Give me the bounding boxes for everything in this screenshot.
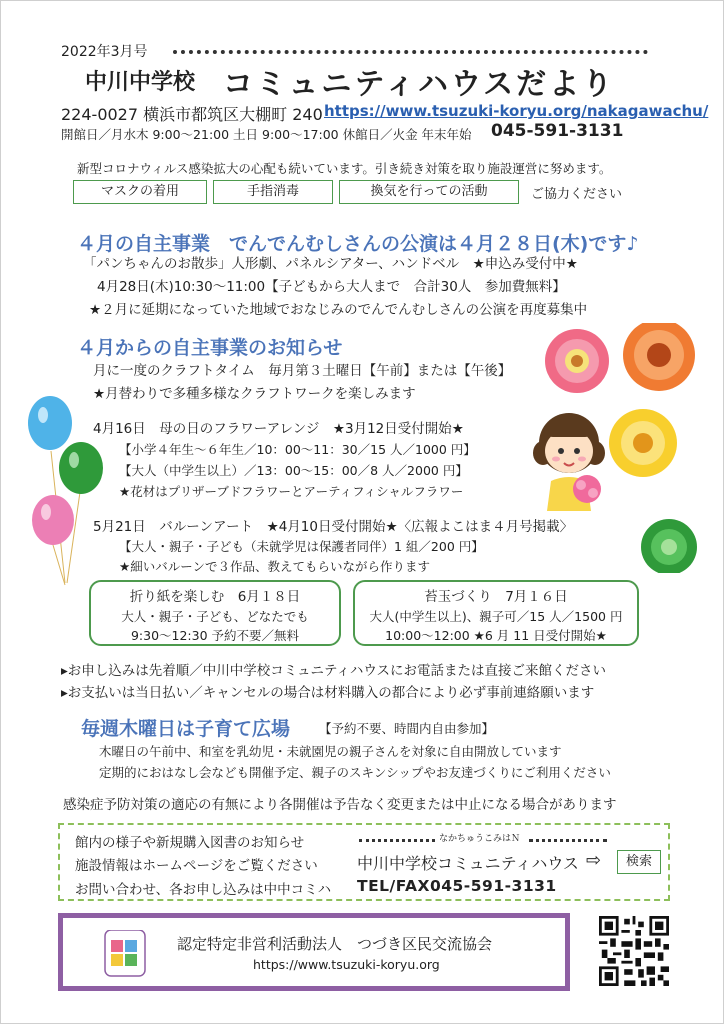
qr-code-icon[interactable] [599,916,669,986]
origami-event-box [89,580,341,646]
arrow-right-icon: ⇨ [586,850,602,871]
application-note: ▸お申し込みは先着順／中川中学校コミュニティハウスにお電話または直接ご来館ください [61,663,607,679]
payment-note: ▸お支払いは当日払い／キャンセルの場合は材料購入の都合により必ず事前連絡願います [61,685,595,701]
kosodate-usage: 定期的におはなし会なども開催予定、親子のスキンシップやお友達づくりにご利用ください [99,765,611,780]
contact-info-line2: 施設情報はホームページをご覧ください [75,858,318,874]
kosodate-heading: 毎週木曜日は子育て広場 [81,718,291,740]
cooperation-note: ご協力ください [531,187,623,202]
school-name: 中川中学校 [85,70,196,95]
measure-ventilation: 換気を行っての活動 [339,180,519,204]
kosodate-reservation-note: 【予約不要、時間内自由参加】 [319,721,495,736]
dotted-divider [529,839,607,842]
april-event-note: ★２月に延期になっていた地域でおなじみのでんでんむしさんの公演を再度募集中 [89,302,588,318]
flower-arrange-kids: 【小学４年生～６年生／10：00～11：30／15 人／1000 円】 [119,442,476,457]
origami-title: 折り紙を楽しむ 6月１８日 [129,589,301,605]
contact-info-line3: お問い合わせ、各お申し込みは中中コミハ [75,882,332,898]
issue-date: 2022年3月号 [61,44,148,60]
flower-arrange-title: 4月16日 母の日のフラワーアレンジ ★3月12日受付開始★ [93,421,464,437]
moss-ball-target: 大人(中学生以上)、親子可／15 人／1500 円 [369,609,623,624]
dotted-divider [359,839,435,842]
april-event-program: 「パンちゃんのお散歩」人形劇、パネルシアター、ハンドベル ★申込み受付中★ [83,256,578,272]
moss-ball-title: 苔玉づくり 7月１６日 [424,589,568,605]
craft-time-note: ★月替わりで多種多様なクラフトワークを楽しみます [93,386,416,402]
website-link[interactable]: https://www.tsuzuki-koryu.org/nakagawachu/ [324,102,709,120]
origami-target: 大人・親子・子ども、どなたでも [121,609,309,624]
kosodate-description: 木曜日の午前中、和室を乳幼児・未就園児の親子さんを対象に自由開放しています [99,744,562,759]
covid-notice: 新型コロナウィルス感染拡大の心配も続いています。引き続き対策を取り施設運営に努めます。 [77,161,612,176]
measure-mask: マスクの着用 [73,180,207,204]
balloon-art-info: 【大人・親子・子ども（未就学児は保護者同伴）1 組／200 円】 [119,539,484,554]
moss-ball-time: 10:00～12:00 ★6 月 11 日受付開始★ [385,628,607,643]
organization-url[interactable]: https://www.tsuzuki-koryu.org [253,957,440,972]
balloon-art-note: ★細いバルーンで３作品、教えてもらいながら作ります [119,559,430,574]
flower-arrange-note: ★花材はプリザーブドフラワーとアーティフィシャルフラワー [119,484,464,499]
balloon-art-title: 5月21日 バルーンアート ★4月10日受付開始★〈広報よこはま４月号掲載〉 [93,519,574,535]
facility-furigana: なかちゅうこみはＮ [439,834,521,844]
flower-arrange-adults: 【大人（中学生以上）／13：00～15：00／8 人／2000 円】 [119,463,468,478]
new-events-heading: ４月からの自主事業のお知らせ [77,337,343,359]
address: 224-0027 横浜市都筑区大棚町 240 [61,105,323,124]
phone-number: 045-591-3131 [491,121,624,141]
newsletter-title: コミュニティハウスだより [223,67,616,102]
organization-name: 認定特定非営利活動法人 つづき区民交流協会 [177,935,493,953]
contact-info-line1: 館内の様子や新規購入図書のお知らせ [75,835,305,851]
april-event-details: 4月28日(木)10:30～11:00【子どもから大人まで 合計30人 参加費無料】 [97,279,566,295]
search-button[interactable]: 検索 [617,850,661,874]
opening-hours: 開館日／月水木 9:00～21:00 土日 9:00～17:00 休館日／火金 年末年始 [61,127,472,142]
measure-hand-sanitizing: 手指消毒 [213,180,333,204]
balloons-illustration [23,393,113,593]
infection-caution: 感染症予防対策の適応の有無により各開催は予告なく変更または中止になる場合があります [63,797,617,813]
organization-logo-icon [95,930,155,978]
facility-name: 中川中学校コミュニティハウス [357,854,579,873]
moss-ball-event-box [353,580,639,646]
april-event-heading: ４月の自主事業 でんでんむしさんの公演は４月２８日(木)です♪ [77,233,639,255]
craft-time-schedule: 月に一度のクラフトタイム 毎月第３土曜日【午前】または【午後】 [93,363,512,379]
contact-tel-fax: TEL/FAX045-591-3131 [357,877,557,895]
dotted-divider [173,50,648,54]
girl-with-flowers-illustration [529,403,609,511]
origami-time: 9:30～12:30 予約不要／無料 [130,628,300,643]
